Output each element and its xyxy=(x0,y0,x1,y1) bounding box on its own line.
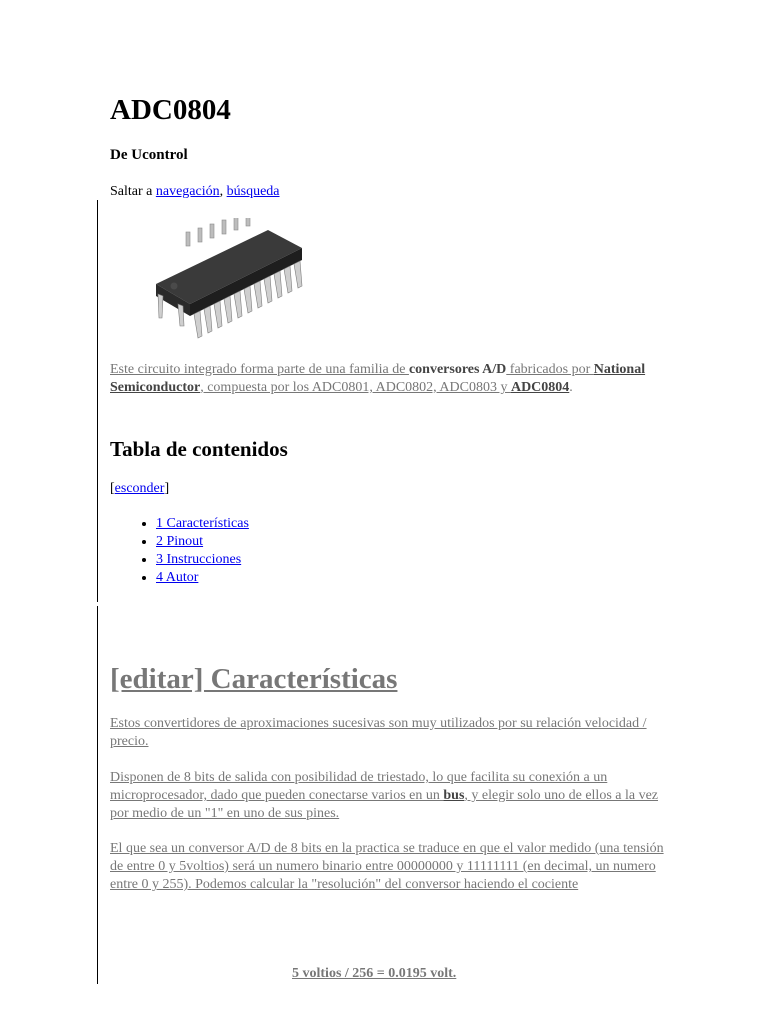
intro-bold-national: National Semiconductor xyxy=(110,362,646,395)
toc-hide-link[interactable]: esconder xyxy=(114,481,165,496)
page-subtitle: De Ucontrol xyxy=(110,147,188,163)
intro-paragraph xyxy=(110,361,670,397)
intro-bold-adc-family: conversores A/D xyxy=(408,362,507,377)
toc-item xyxy=(156,551,249,569)
toc-link-pinout[interactable]: 2 Pinout xyxy=(156,534,204,549)
section-text: Disponen de 8 bits de salida con posibilidad de triestado, lo que facilita su conexión a un microprocesador, dado que pueden conectarse varios en un xyxy=(110,770,608,803)
adc0804-chip-image xyxy=(150,218,312,344)
toc-link-autor[interactable]: 4 Autor xyxy=(156,570,199,585)
search-link[interactable]: búsqueda xyxy=(226,184,280,199)
section-paragraph xyxy=(110,769,670,823)
toc-list xyxy=(110,515,249,587)
section-text: Estos convertidores de aproximaciones sucesivas son muy utilizados por su relación velocidad / precio. xyxy=(110,716,647,749)
toc-toggle xyxy=(110,480,169,498)
intro-text: . xyxy=(569,380,573,395)
intro-text: , compuesta por los ADC0801, ADC0802, ADC0803 y xyxy=(200,380,511,395)
toc-bracket-close: ] xyxy=(164,481,170,496)
resolution-formula: 5 voltios / 256 = 0.0195 volt. xyxy=(292,966,457,981)
jump-prefix: Saltar a xyxy=(110,184,156,199)
section-text: El que sea un conversor A/D de 8 bits en la practica se traduce en que el valor medido (una tensión de entre 0 y 5voltios) será un numero binario entre 00000000 y 11111111 (en decimal, un numero entre 0 y 255). Podemos calcular la "resolución" del conversor haciendo el cociente xyxy=(110,841,664,892)
jump-links xyxy=(110,183,280,201)
toc-link-instrucciones[interactable]: 3 Instrucciones xyxy=(156,552,242,567)
section-heading-caracteristicas: [editar] Características xyxy=(110,663,398,695)
toc-link-caracteristicas[interactable]: 1 Características xyxy=(156,516,249,531)
toc-item xyxy=(156,515,249,533)
toc-item xyxy=(156,569,249,587)
page-title: ADC0804 xyxy=(110,94,231,126)
toc-item xyxy=(156,533,249,551)
navigation-link[interactable]: navegación xyxy=(155,184,220,199)
intro-bold-adc0804: ADC0804 xyxy=(510,380,570,395)
toc-title: Tabla de contenidos xyxy=(110,437,288,461)
section-paragraph xyxy=(110,840,670,894)
toc-bracket-open: [ xyxy=(110,481,115,496)
bus-bold-text: bus xyxy=(443,788,465,803)
left-border-line xyxy=(97,200,98,602)
jump-separator: , xyxy=(219,184,227,199)
intro-text: Este circuito integrado forma parte de una familia de xyxy=(110,362,409,377)
intro-text: fabricados por xyxy=(506,362,594,377)
section-text: , y elegir solo uno de ellos a la vez por medio de un "1" en uno de sus pines. xyxy=(110,788,659,821)
section-paragraph xyxy=(110,715,670,751)
left-border-line xyxy=(97,606,98,984)
